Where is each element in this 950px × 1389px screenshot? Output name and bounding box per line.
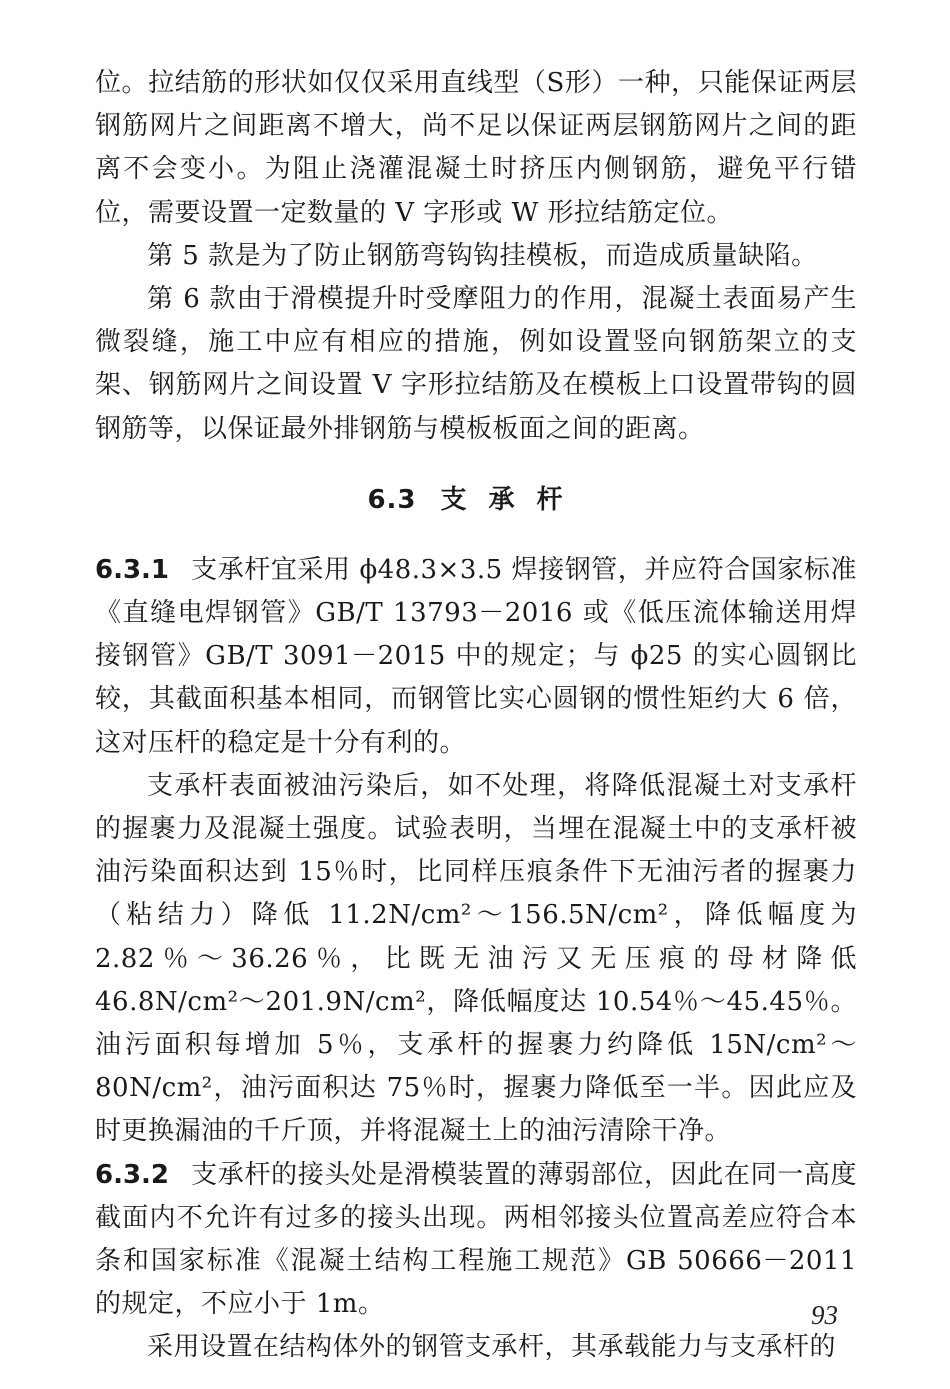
section-heading bbox=[95, 451, 857, 549]
paragraph-item-5: 第 5 款是为了防止钢筋弯钩钩挂模板，而造成质量缺陷。 bbox=[147, 240, 818, 271]
section-title: 支承杆 bbox=[440, 484, 585, 515]
paragraph-item-6: 第 6 款由于滑模提升时受摩阻力的作用，混凝土表面易产生微裂缝，施工中应有相应的措施，例如设置竖向钢筋架立的支架、钢筋网片之间设置 V 字形拉结筋及在模板上口设置带钩的圆钢筋等，以保证最外排钢筋与模板板面之间的距离。 bbox=[95, 284, 857, 444]
page-number: 93 bbox=[811, 1300, 838, 1330]
clause-number: 6.3.2 bbox=[95, 1159, 170, 1190]
clause-6-3-2 bbox=[95, 1154, 857, 1327]
section-number: 6.3 bbox=[367, 484, 417, 515]
clause-number: 6.3.1 bbox=[95, 554, 170, 585]
clause-6-3-1 bbox=[95, 549, 857, 765]
clause-text: 支承杆的接头处是滑模装置的薄弱部位，因此在同一高度截面内不允许有过多的接头出现。两相邻接头位置高差应符合本条和国家标准《混凝土结构工程施工规范》GB 50666－2011 的规定，不应小于 1m。 bbox=[95, 1159, 857, 1320]
clause-text: 支承杆宜采用 ϕ48.3×3.5 焊接钢管，并应符合国家标准《直缝电焊钢管》GB/T 13793－2016 或《低压流体输送用焊接钢管》GB/T 3091－2015 中的规定；与 ϕ25 的实心圆钢比较，其截面积基本相同，而钢管比实心圆钢的惯性矩约大 6 倍，这对压杆的稳定是十分有利的。 bbox=[95, 554, 857, 758]
paragraph-continued: 位。拉结筋的形状如仅仅采用直线型（S形）一种，只能保证两层钢筋网片之间距离不增大，尚不足以保证两层钢筋网片之间的距离不会变小。为阻止浇灌混凝土时挤压内侧钢筋，避免平行错位，需要设置一定数量的 V 字形或 W 形拉结筋定位。 bbox=[95, 68, 857, 228]
body-text bbox=[95, 62, 857, 1370]
clause-6-3-1-paragraph-2: 支承杆表面被油污染后，如不处理，将降低混凝土对支承杆的握裹力及混凝土强度。试验表明，当埋在混凝土中的支承杆被油污染面积达到 15％时，比同样压痕条件下无油污者的握裹力（粘结力）降低 11.2N/cm²～156.5N/cm²，降低幅度为 2.82％～36.26％，比既无油污又无压痕的母材降低 46.8N/cm²～201.9N/cm²，降低幅度达 10.54％～45.45％。油污面积每增加 5％，支承杆的握裹力约降低 15N/cm²～80N/cm²，油污面积达 75％时，握裹力降低至一半。因此应及时更换漏油的千斤顶，并将混凝土上的油污清除干净。 bbox=[95, 770, 857, 1147]
clause-6-3-2-paragraph-2: 采用设置在结构体外的钢管支承杆，其承载能力与支承杆的 bbox=[147, 1332, 837, 1363]
